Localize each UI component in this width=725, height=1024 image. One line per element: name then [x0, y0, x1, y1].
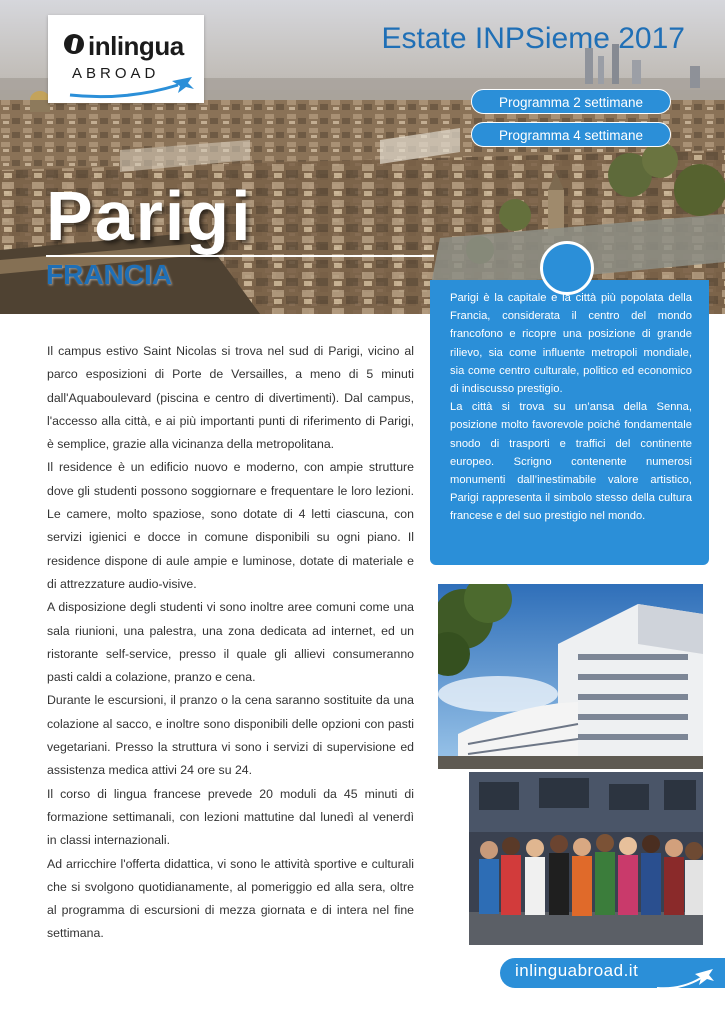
- country-name: FRANCIA: [46, 259, 172, 290]
- info-paragraph: Parigi è la capitale e la città più popolata della Francia, considerata il centro del mondo francofono e ricopre una posizione di grande rilievo, sia come influente metropoli mondiale, sia come centro culturale, politico ed economico di indiscusso prestigio.: [450, 292, 692, 396]
- inlingua-logo-icon: [64, 34, 84, 54]
- program-2-weeks-button[interactable]: Programma 2 settimane: [471, 89, 671, 114]
- body-paragraph: Il campus estivo Saint Nicolas si trova nel sud di Parigi, vicino al parco esposizioni di Porte de Versailles, a meno di 5 minuti dall'Aquaboulevard (piscina e centro di divertimenti). Dal campus, l'accesso alla città, e ai più importanti punti di riferimento di Parigi, è semplice, grazie alla vicinanza della metropolitana.: [47, 344, 414, 452]
- logo-wordmark: inlingua: [88, 31, 184, 61]
- inlingua-abroad-logo[interactable]: [48, 15, 204, 103]
- campus-building-photo: [438, 584, 703, 769]
- body-paragraph: Durante le escursioni, il pranzo o la cena saranno sostituite da una colazione al sacco, e inoltre sono disponibili delle opzioni con pasti vegetariani. Presso la struttura vi sono i servizi di supervisione ed assistenza medica attivi 24 ore su 24.: [47, 693, 414, 778]
- city-info-text: [450, 289, 692, 526]
- logo-subtitle: ABROAD: [72, 65, 160, 82]
- airplane-icon: [66, 75, 196, 101]
- students-illustration: [469, 772, 703, 945]
- title-divider: [46, 255, 434, 257]
- students-group-photo: [469, 772, 703, 945]
- body-paragraph: Il corso di lingua francese prevede 20 moduli da 45 minuti di formazione settimanali, con lezioni mattutine dal lunedì al venerdì in classi internazionali.: [47, 786, 414, 848]
- info-paragraph: La città si trova su un’ansa della Senna, posizione molto favorevole poiché fondamentale snodo di trasporti e traffici del continente europeo. Scrigno contenente numerosi monumenti dall’inestimabile valore artistico, Parigi rappresenta il simbolo stesso della cultura francese e del suo prestigio nel mondo.: [450, 401, 692, 523]
- program-4-weeks-button[interactable]: Programma 4 settimane: [471, 122, 671, 147]
- airplane-icon: [655, 966, 715, 992]
- info-box-circle: [540, 241, 594, 295]
- body-paragraph: A disposizione degli studenti vi sono inoltre aree comuni come una sala riunioni, una palestra, una zona dedicata ad internet, ed un ristorante self-service, presso il quale gli allievi consumeranno pasti caldi a colazione, pranzo e cena.: [47, 600, 414, 685]
- body-paragraph: Il residence è un edificio nuovo e moderno, con ampie strutture dove gli studenti possono soggiornare e frequentare le loro lezioni. Le camere, molto spaziose, sono dotate di 4 letti ciascuna, con servizi igienici e docce in comune disponibili su ogni piano. Il residence dispone di aule ampie e luminose, dotate di materiale e di attrezzature audio-visive.: [47, 460, 414, 591]
- city-name: Parigi: [46, 177, 253, 255]
- campus-description: [47, 340, 414, 946]
- body-paragraph: Ad arricchire l'offerta didattica, vi sono le attività sportive e culturali che si svolgono quotidianamente, al pomeriggio ed alla sera, oltre al programma di escursioni di mezza giornata e di intera nel fine settimana.: [47, 856, 414, 941]
- page-title: Estate INPSieme 2017: [381, 22, 685, 55]
- building-illustration: [438, 584, 703, 769]
- website-link[interactable]: inlinguabroad.it: [515, 961, 639, 980]
